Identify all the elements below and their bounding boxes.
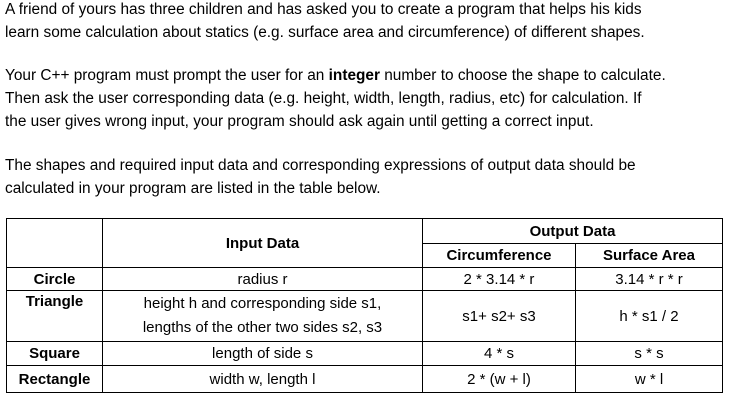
table-row (7, 268, 723, 291)
table-row (7, 366, 723, 393)
requirements-line-2: Then ask the user corresponding data (e.g. height, width, length, radius, etc) for calculation. If (5, 90, 642, 107)
input-data-cell: length of side s (103, 342, 423, 366)
requirements-line-3: the user gives wrong input, your program should ask again until getting a correct input. (5, 113, 594, 130)
requirements-paragraph (5, 64, 666, 133)
table-intro-paragraph (5, 154, 636, 200)
input-data-cell: radius r (103, 268, 423, 291)
surface-area-cell: w * l (576, 366, 723, 393)
circumference-cell: 4 * s (423, 342, 576, 366)
output-data-header: Output Data (423, 219, 723, 244)
shape-name-cell: Rectangle (7, 366, 103, 393)
shape-name-cell: Square (7, 342, 103, 366)
intro-line-2: learn some calculation about statics (e.g. surface area and circumference) of different shapes. (5, 24, 645, 41)
table-row (7, 291, 723, 342)
table-row (7, 342, 723, 366)
requirements-line-1b: number to choose the shape to calculate. (379, 67, 666, 84)
circumference-cell: 2 * (w + l) (423, 366, 576, 393)
table-intro-line-1: The shapes and required input data and corresponding expressions of output data should be (5, 157, 636, 174)
surface-area-header: Surface Area (576, 244, 723, 268)
input-data-cell (103, 291, 423, 342)
input-data-line-2: lengths of the other two sides s2, s3 (142, 319, 383, 336)
intro-paragraph (5, 0, 645, 44)
corner-cell (7, 219, 103, 268)
surface-area-cell: h * s1 / 2 (576, 291, 723, 342)
input-data-line-1: height h and corresponding side s1, (143, 295, 382, 312)
input-data-cell: width w, length l (103, 366, 423, 393)
input-data-header: Input Data (103, 219, 423, 268)
requirements-line-1a: Your C++ program must prompt the user for an (5, 67, 329, 84)
table-header-row (7, 219, 723, 244)
table-intro-line-2: calculated in your program are listed in the table below. (5, 180, 381, 197)
surface-area-cell: 3.14 * r * r (576, 268, 723, 291)
shape-name-cell: Triangle (7, 291, 103, 342)
intro-line-1: A friend of yours has three children and has asked you to create a program that helps his kids (5, 1, 642, 18)
circumference-cell: 2 * 3.14 * r (423, 268, 576, 291)
integer-keyword: integer (328, 67, 380, 84)
surface-area-cell: s * s (576, 342, 723, 366)
shape-name-cell: Circle (7, 268, 103, 291)
shapes-table (6, 218, 723, 393)
circumference-header: Circumference (423, 244, 576, 268)
circumference-cell: s1+ s2+ s3 (423, 291, 576, 342)
